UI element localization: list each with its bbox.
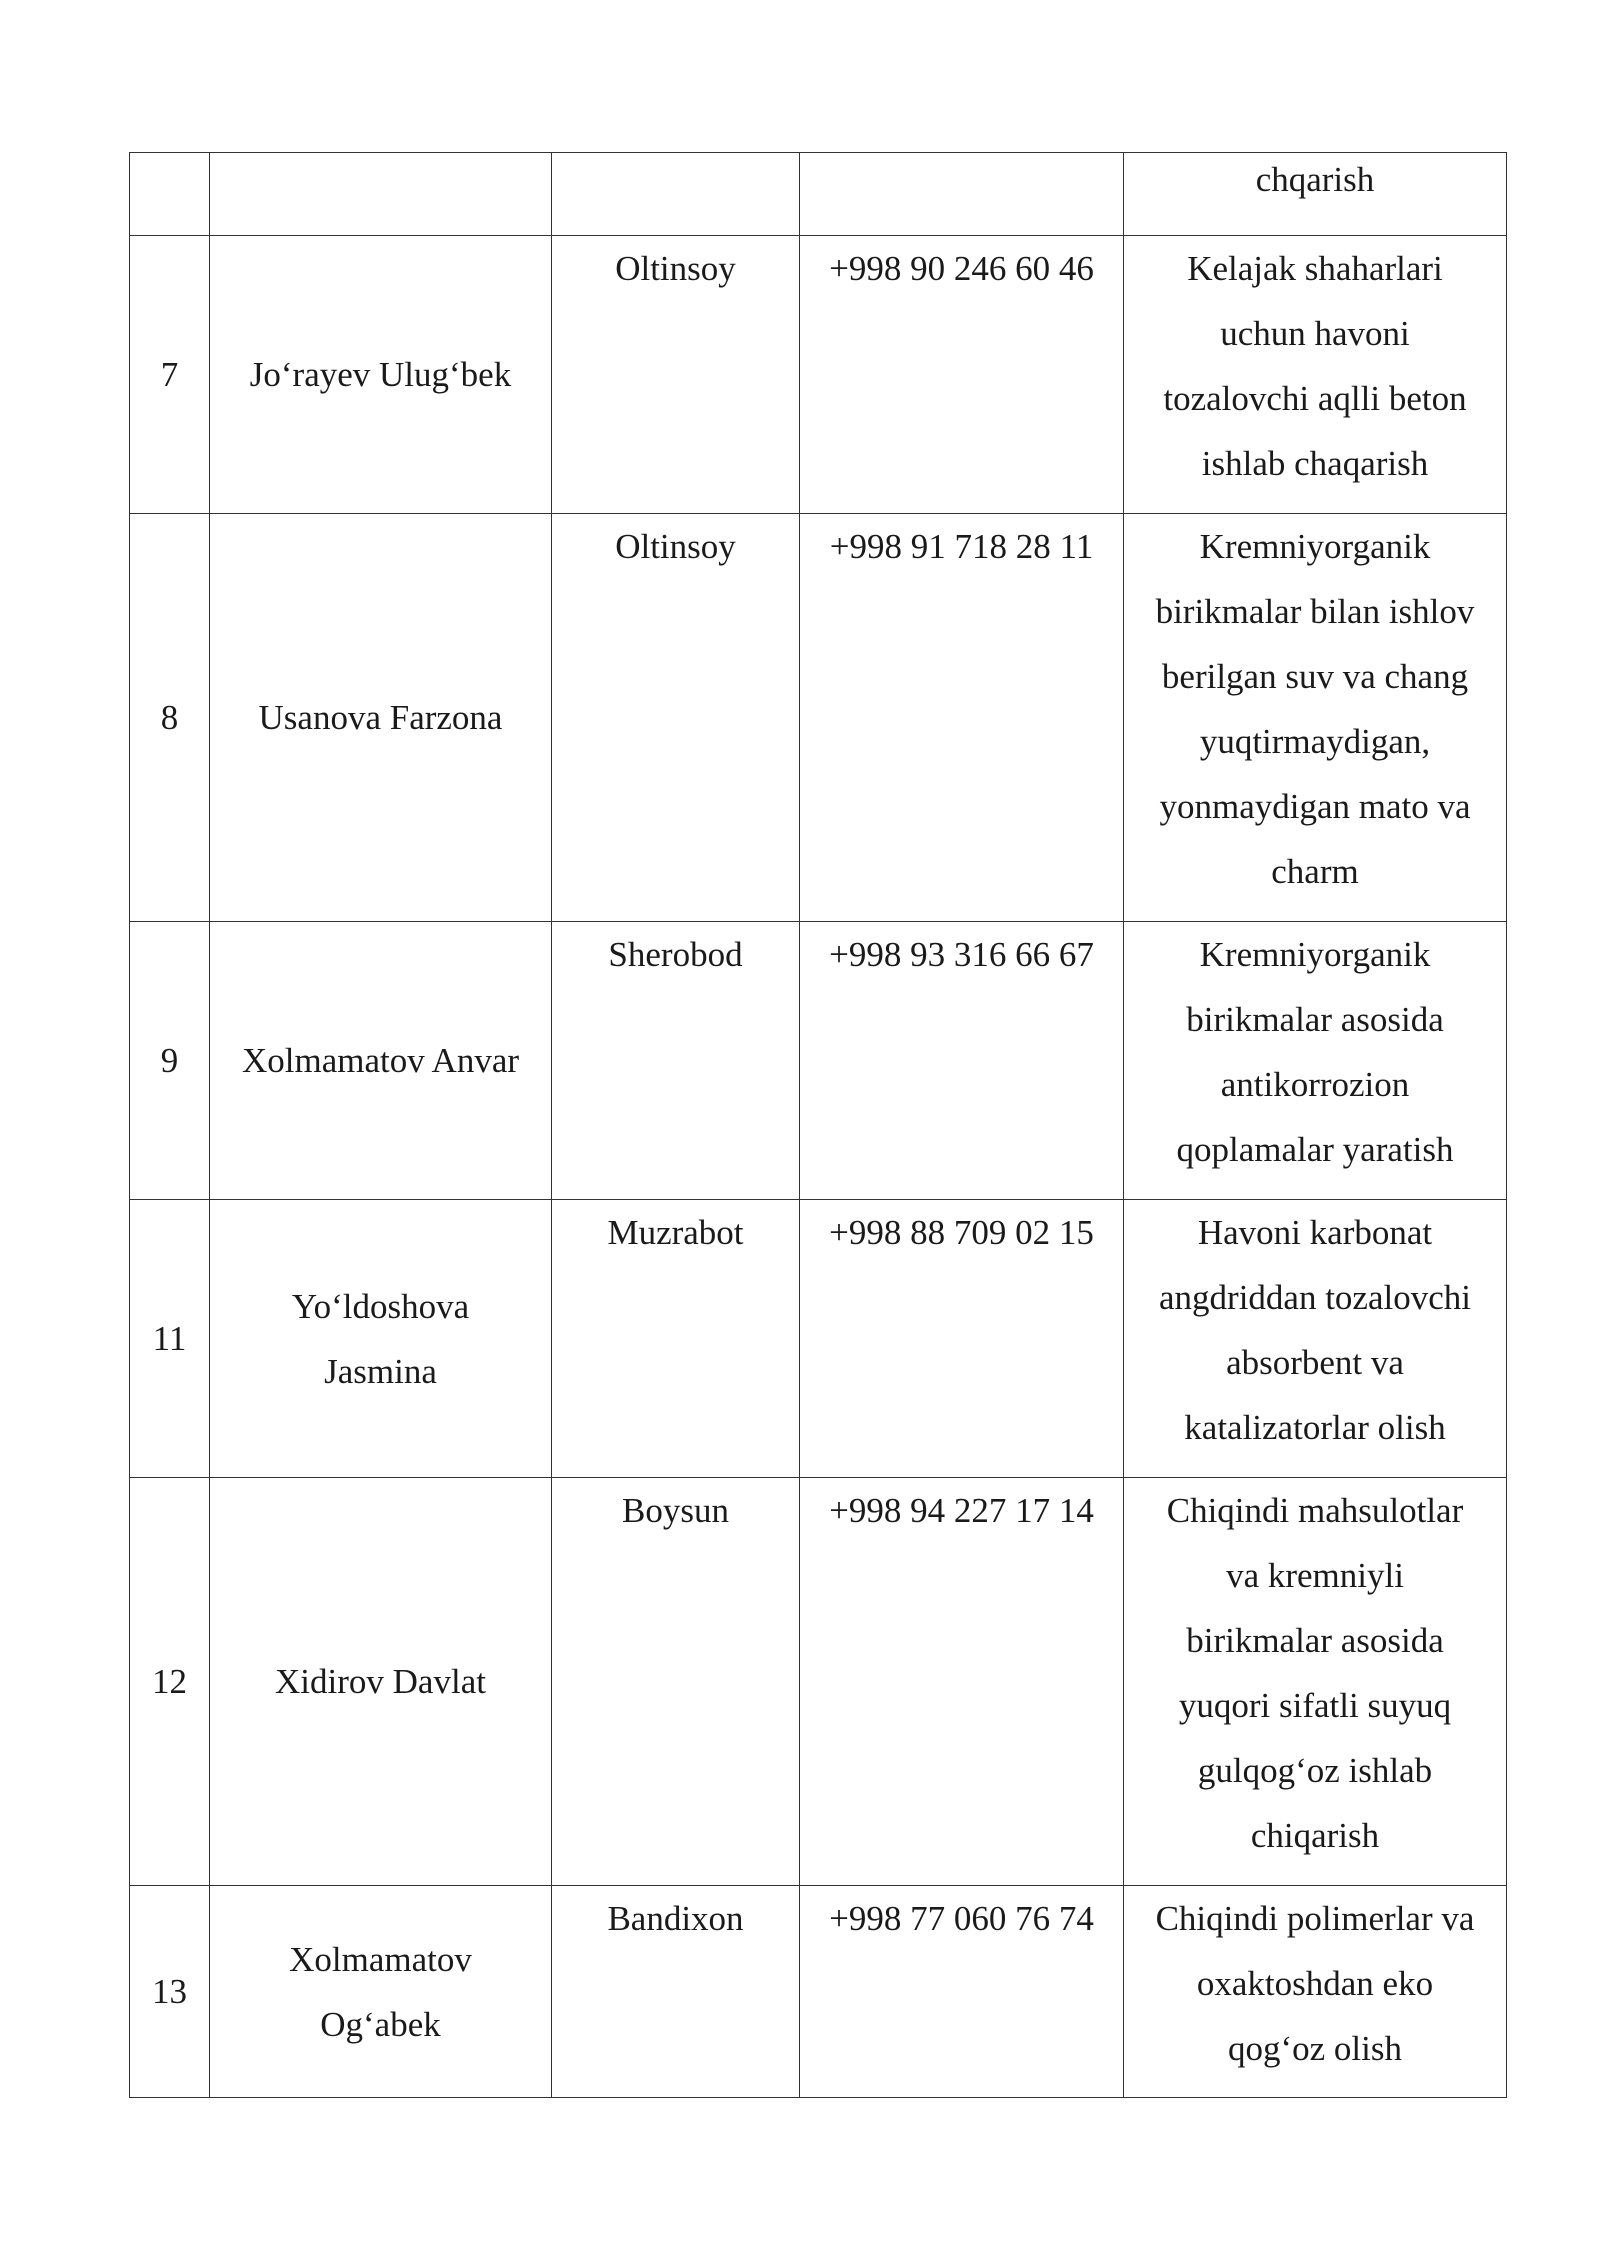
num-cell: 9 [130, 922, 210, 1200]
region-cell [552, 153, 800, 236]
num-cell: 8 [130, 514, 210, 922]
name-text: Yo‘ldoshova Jasmina [291, 1286, 470, 1391]
topic-cell [1124, 1200, 1507, 1478]
table-row [130, 1478, 1507, 1886]
topic-cell [1124, 236, 1507, 514]
table-row [130, 514, 1507, 922]
phone-cell [800, 153, 1124, 236]
region-cell: Boysun [552, 1478, 800, 1886]
num-cell: 11 [130, 1200, 210, 1478]
topic-cell [1124, 153, 1507, 236]
name-cell [210, 236, 552, 514]
phone-cell: +998 93 316 66 67 [800, 922, 1124, 1200]
region-cell: Bandixon [552, 1886, 800, 2098]
num-cell: 12 [130, 1478, 210, 1886]
topic-cell [1124, 514, 1507, 922]
name-text: Xolmamatov Og‘abek [289, 1939, 472, 2044]
region-cell: Oltinsoy [552, 514, 800, 922]
num-cell [130, 153, 210, 236]
name-cell [210, 514, 552, 922]
phone-cell: +998 77 060 76 74 [800, 1886, 1124, 2098]
name-cell [210, 153, 552, 236]
topic-text: Chiqindi mahsulotlar va kremniyli birikmalar asosida yuqori sifatli suyuq gulqog‘oz ishlab chiqarish [1166, 1491, 1464, 1855]
name-cell [210, 1886, 552, 2098]
name-cell [210, 1478, 552, 1886]
table-row [130, 922, 1507, 1200]
phone-cell: +998 94 227 17 14 [800, 1478, 1124, 1886]
num-cell: 13 [130, 1886, 210, 2098]
region-cell: Sherobod [552, 922, 800, 1200]
topic-text: Kremniyorganik birikmalar bilan ishlov berilgan suv va chang yuqtirmaydigan, yonmaydigan mato va charm [1155, 527, 1475, 891]
name-cell [210, 1200, 552, 1478]
topic-text: Kremniyorganik birikmalar asosida antikorrozion qoplamalar yaratish [1176, 935, 1454, 1169]
name-text: Usanova Farzona [258, 698, 503, 737]
topic-cell [1124, 922, 1507, 1200]
topic-cell [1124, 1478, 1507, 1886]
name-cell [210, 922, 552, 1200]
participants-table [129, 152, 1507, 2098]
table-row [130, 1200, 1507, 1478]
table-row [130, 1886, 1507, 2098]
region-cell: Muzrabot [552, 1200, 800, 1478]
topic-text: Chiqindi polimerlar va oxaktoshdan eko qog‘oz olish [1155, 1899, 1475, 2068]
table-row [130, 153, 1507, 236]
num-cell: 7 [130, 236, 210, 514]
phone-cell: +998 88 709 02 15 [800, 1200, 1124, 1478]
region-cell: Oltinsoy [552, 236, 800, 514]
topic-text: Havoni karbonat angdriddan tozalovchi absorbent va katalizatorlar olish [1159, 1213, 1471, 1447]
topic-cell [1124, 1886, 1507, 2098]
name-text: Xolmamatov Anvar [241, 1041, 520, 1080]
table-row [130, 236, 1507, 514]
phone-cell: +998 90 246 60 46 [800, 236, 1124, 514]
topic-text: Kelajak shaharlari uchun havoni tozalovchi aqlli beton ishlab chaqarish [1163, 249, 1467, 483]
name-text: Xidirov Davlat [275, 1662, 486, 1701]
name-text: Jo‘rayev Ulug‘bek [249, 355, 512, 394]
topic-text: chqarish [1255, 160, 1375, 199]
phone-cell: +998 91 718 28 11 [800, 514, 1124, 922]
